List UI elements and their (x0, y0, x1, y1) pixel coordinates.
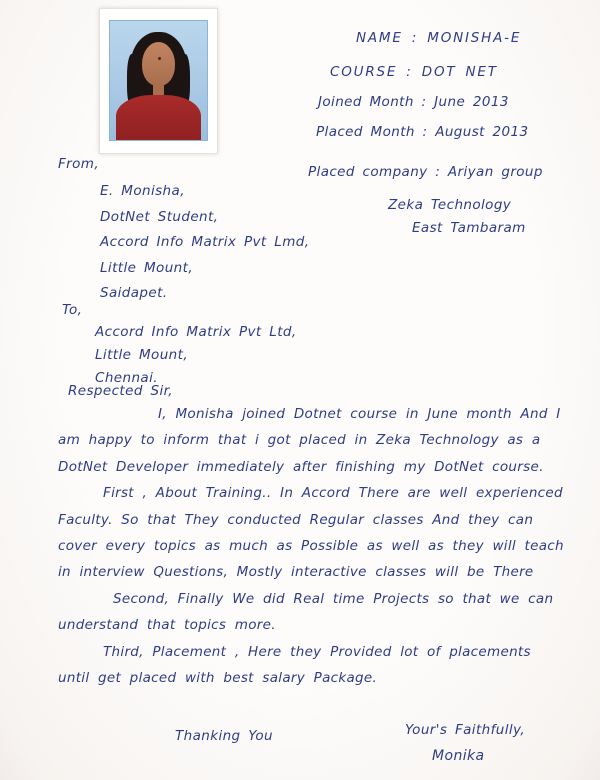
from-address (100, 179, 309, 307)
photo-bindi-shape (158, 57, 161, 60)
body-paragraph: Third, Placement , Here they Provided lot of placements until get placed with best salary Package. (58, 643, 531, 687)
from-address-line: Little Mount, (100, 259, 194, 276)
from-address-line: Saidapet. (100, 285, 168, 302)
from-label: From, (58, 156, 100, 172)
photo-face-shape (142, 42, 175, 86)
to-address-line: Chennai. (95, 370, 158, 386)
to-address-line: Accord Info Matrix Pvt Ltd, (95, 324, 297, 340)
from-address-line: Accord Info Matrix Pvt Lmd, (100, 234, 310, 251)
passport-photo (109, 20, 208, 141)
letter-body (58, 401, 568, 691)
body-paragraph: I, Monisha joined Dotnet course in June month And I am happy to inform that i got placed in Zeka Technology as a DotNet Developer immediately after finishing my DotNet course. (58, 406, 561, 475)
placed-company-field: Placed company : Ariyan group (308, 164, 543, 180)
body-paragraph: First , About Training.. In Accord There are well experienced Faculty. So that They conducted Regular classes And they can cover every topics as much as Possible as well as they will teach in interview Questions, Mostly interactive classes will be There (58, 485, 564, 581)
joined-month-field: Joined Month : June 2013 (318, 94, 509, 110)
salutation: Respected Sir, (68, 383, 173, 399)
body-paragraph: Second, Finally We did Real time Projects so that we can understand that topics more. (58, 590, 554, 634)
signature: Monika (432, 748, 485, 764)
course-field: COURSE : DOT NET (330, 64, 498, 80)
photo-dress-shape (116, 95, 201, 141)
to-label: To, (62, 302, 83, 318)
thanking-you-text: Thanking You (175, 728, 273, 744)
valediction-text: Your's Faithfully, (405, 722, 526, 738)
to-address-line: Little Mount, (95, 347, 189, 363)
placed-company-location: East Tambaram (412, 220, 526, 236)
to-address (95, 321, 297, 390)
name-field: NAME : MONISHA-E (356, 30, 522, 46)
placed-company-name: Zeka Technology (388, 197, 512, 213)
photo-neck-shape (153, 83, 165, 95)
from-address-line: DotNet Student, (100, 208, 219, 225)
placed-month-field: Placed Month : August 2013 (316, 124, 529, 140)
passport-photo-frame (99, 8, 218, 154)
from-address-line: E. Monisha, (100, 183, 185, 199)
